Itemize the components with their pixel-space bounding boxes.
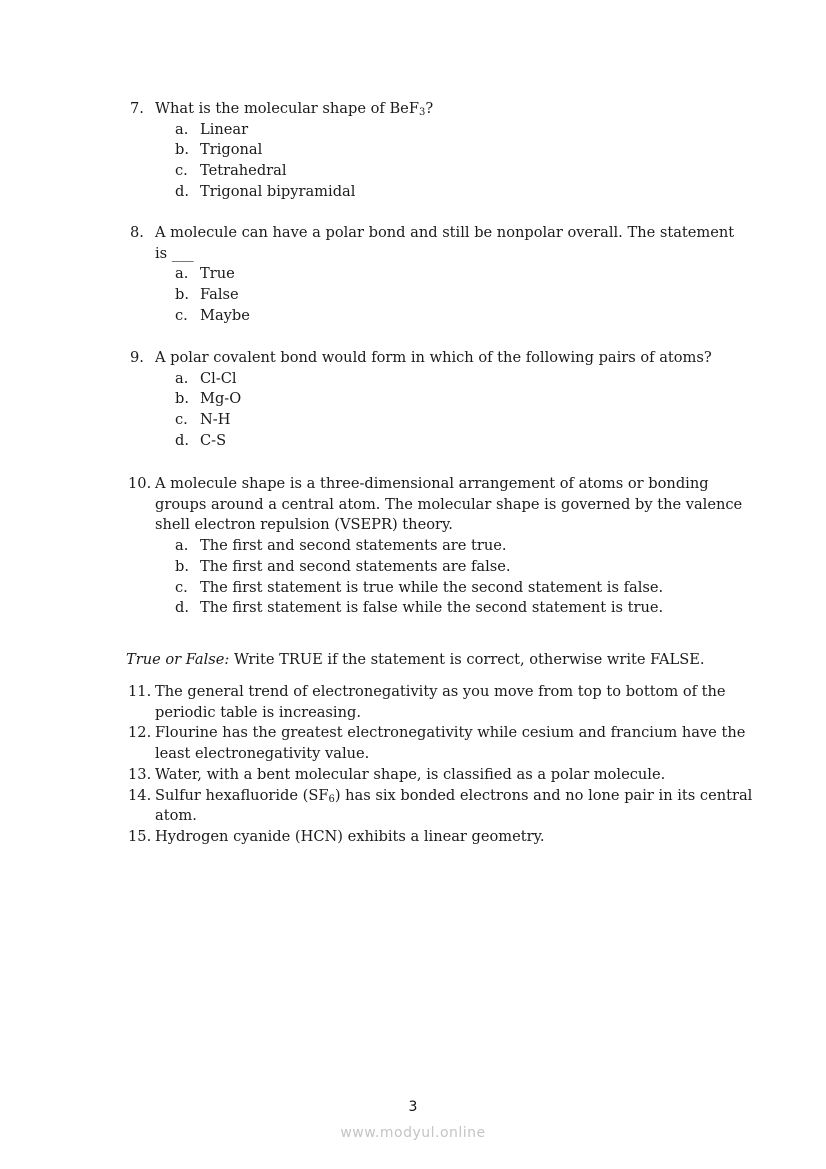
option <box>0 285 826 306</box>
option <box>0 182 826 203</box>
option-text: Maybe <box>200 306 250 324</box>
option <box>0 140 826 161</box>
option-text: Mg-O <box>200 390 242 408</box>
question-7 <box>0 99 826 203</box>
tf-item <box>0 827 755 848</box>
option-letter: a. <box>175 369 189 387</box>
option <box>0 536 826 557</box>
option-letter: b. <box>175 557 189 575</box>
option-letter: d. <box>175 431 189 449</box>
option-text: C-S <box>200 431 227 449</box>
option <box>0 161 826 182</box>
option-text: The first and second statements are false. <box>200 557 511 575</box>
question-text: A polar covalent bond would form in which of the following pairs of atoms? <box>155 349 712 366</box>
option-text: The first statement is true while the second statement is false. <box>200 578 664 596</box>
heading-instructions: Write TRUE if the statement is correct, otherwise write FALSE. <box>229 651 705 668</box>
option <box>0 264 826 285</box>
question-number: 7. <box>130 100 144 117</box>
question-text: A molecule shape is a three-dimensional arrangement of atoms or bonding groups around a central atom. The molecular shape is governed by the valence shell electron repulsion (VSEPR) theory. <box>155 475 743 534</box>
option <box>0 306 826 327</box>
option-text: N-H <box>200 411 231 429</box>
option-letter: b. <box>175 286 189 304</box>
page-number: 3 <box>408 1099 418 1115</box>
option-text: Trigonal bipyramidal <box>200 182 356 200</box>
item-text: Flourine has the greatest electronegativity while cesium and francium have the least electronegativity value. <box>155 724 746 763</box>
option-letter: d. <box>175 599 189 617</box>
option-letter: c. <box>175 306 188 324</box>
option-letter: d. <box>175 182 189 200</box>
option-text: Trigonal <box>200 141 263 159</box>
option-letter: c. <box>175 162 188 180</box>
question-9 <box>0 348 826 452</box>
option-letter: c. <box>175 578 188 596</box>
option-letter: c. <box>175 411 188 429</box>
question-text: What is the molecular shape of BeF <box>155 100 419 117</box>
question-text: A molecule can have a polar bond and still be nonpolar overall. The statement is ___ <box>155 224 735 262</box>
section-heading <box>126 650 705 670</box>
item-number: 15. <box>128 827 152 845</box>
option-letter: a. <box>175 265 189 283</box>
watermark: www.modyul.online <box>340 1125 486 1141</box>
option <box>0 120 826 141</box>
question-number: 9. <box>130 349 144 366</box>
option-text: The first and second statements are true. <box>200 537 507 555</box>
tf-item <box>0 723 755 764</box>
item-number: 11. <box>128 683 152 700</box>
subscript: 3 <box>418 107 426 118</box>
true-false-list <box>0 682 826 848</box>
option-text: Cl-Cl <box>200 369 237 387</box>
item-number: 14. <box>128 786 152 804</box>
option <box>0 557 826 578</box>
question-text-end: ? <box>425 100 434 117</box>
option-text: True <box>200 265 235 283</box>
option-letter: a. <box>175 537 189 555</box>
option-letter: a. <box>175 120 189 138</box>
item-text-end: ) has six bonded electrons and no lone pair in its central atom. <box>155 786 753 825</box>
question-number: 8. <box>130 224 144 241</box>
option <box>0 369 826 390</box>
item-text: Sulfur hexafluoride (SF <box>155 786 329 804</box>
option-text: False <box>200 286 239 304</box>
question-number: 10. <box>128 475 152 492</box>
option-letter: b. <box>175 390 189 408</box>
option-text: Linear <box>200 120 249 138</box>
tf-item <box>0 765 755 786</box>
option <box>0 410 826 431</box>
item-text: Hydrogen cyanide (HCN) exhibits a linear geometry. <box>155 827 545 845</box>
item-number: 12. <box>128 724 152 742</box>
tf-item <box>0 786 755 827</box>
item-text: The general trend of electronegativity as you move from top to bottom of the periodic table is increasing. <box>155 683 726 721</box>
option <box>0 598 826 619</box>
option <box>0 431 826 452</box>
option <box>0 389 826 410</box>
option-text: Tetrahedral <box>200 162 287 180</box>
option-text: The first statement is false while the second statement is true. <box>200 599 664 617</box>
subscript: 6 <box>328 793 335 805</box>
option <box>0 578 826 599</box>
question-10 <box>0 474 826 619</box>
question-8 <box>0 223 826 327</box>
tf-item <box>0 682 755 723</box>
item-number: 13. <box>128 765 152 783</box>
heading-label: True or False: <box>126 651 230 668</box>
item-text: Water, with a bent molecular shape, is classified as a polar molecule. <box>155 765 666 783</box>
option-letter: b. <box>175 141 189 159</box>
